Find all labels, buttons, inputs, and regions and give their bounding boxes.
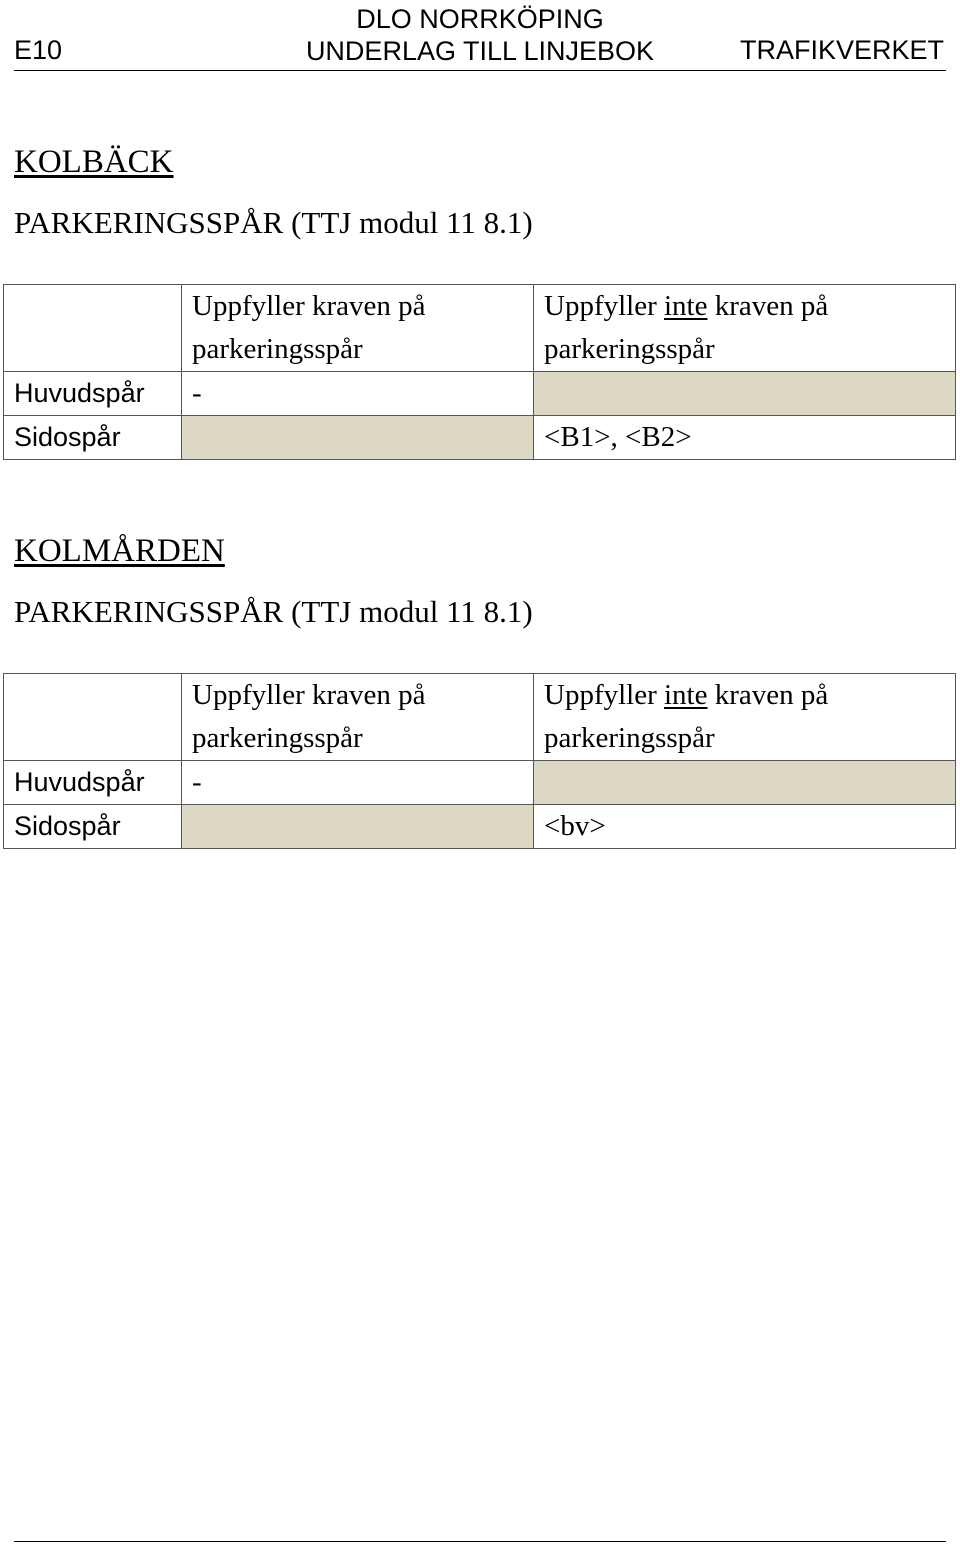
side-track-meets-value xyxy=(182,805,534,849)
header-not-meets-prefix: Uppfyller xyxy=(544,679,664,711)
header-not-meets-requirements xyxy=(534,285,956,372)
row-label-main-track: Huvudspår xyxy=(4,761,182,805)
header-not-emphasis: inte xyxy=(664,679,708,711)
header-not-meets-requirements xyxy=(534,674,956,761)
side-track-not-meets-value: <bv> xyxy=(534,805,956,849)
footer-divider xyxy=(14,1541,946,1542)
header-region: DLO NORRKÖPING xyxy=(356,4,604,34)
side-track-not-meets-value: <B1>, <B2> xyxy=(534,416,956,460)
row-label-main-track: Huvudspår xyxy=(4,372,182,416)
table-row-side-track xyxy=(4,805,956,849)
main-track-not-meets-value xyxy=(534,761,956,805)
row-label-side-track: Sidospår xyxy=(4,416,182,460)
table-row-main-track xyxy=(4,761,956,805)
main-track-meets-value: - xyxy=(182,372,534,416)
section-title-parking-tracks-kolback: PARKERINGSSPÅR (TTJ modul 11 8.1) xyxy=(14,205,533,240)
parking-track-table-kolback xyxy=(3,284,956,460)
table-header-row xyxy=(4,285,956,372)
main-track-not-meets-value xyxy=(534,372,956,416)
row-label-side-track: Sidospår xyxy=(4,805,182,849)
table-row-side-track xyxy=(4,416,956,460)
station-title-kolback: KOLBÄCK xyxy=(14,144,174,180)
table-row-main-track xyxy=(4,372,956,416)
header-not-emphasis: inte xyxy=(664,290,708,322)
side-track-meets-value xyxy=(182,416,534,460)
header-empty-cell xyxy=(4,674,182,761)
page-header xyxy=(14,0,946,71)
header-not-meets-prefix: Uppfyller xyxy=(544,290,664,322)
header-empty-cell xyxy=(4,285,182,372)
header-meets-requirements: Uppfyller kraven på parkeringsspår xyxy=(182,674,534,761)
document-code: E10 xyxy=(14,35,63,65)
station-title-kolmarden: KOLMÅRDEN xyxy=(14,533,225,569)
section-title-parking-tracks-kolmarden: PARKERINGSSPÅR (TTJ modul 11 8.1) xyxy=(14,594,533,629)
table-header-row xyxy=(4,674,956,761)
header-organization: TRAFIKVERKET xyxy=(739,35,944,65)
main-track-meets-value: - xyxy=(182,761,534,805)
header-subtitle: UNDERLAG TILL LINJEBOK xyxy=(305,36,655,66)
parking-track-table-kolmarden xyxy=(3,673,956,849)
header-not-meets-suffix: kraven på parkeringsspår xyxy=(544,679,829,754)
header-not-meets-suffix: kraven på parkeringsspår xyxy=(544,290,829,365)
header-meets-requirements: Uppfyller kraven på parkeringsspår xyxy=(182,285,534,372)
